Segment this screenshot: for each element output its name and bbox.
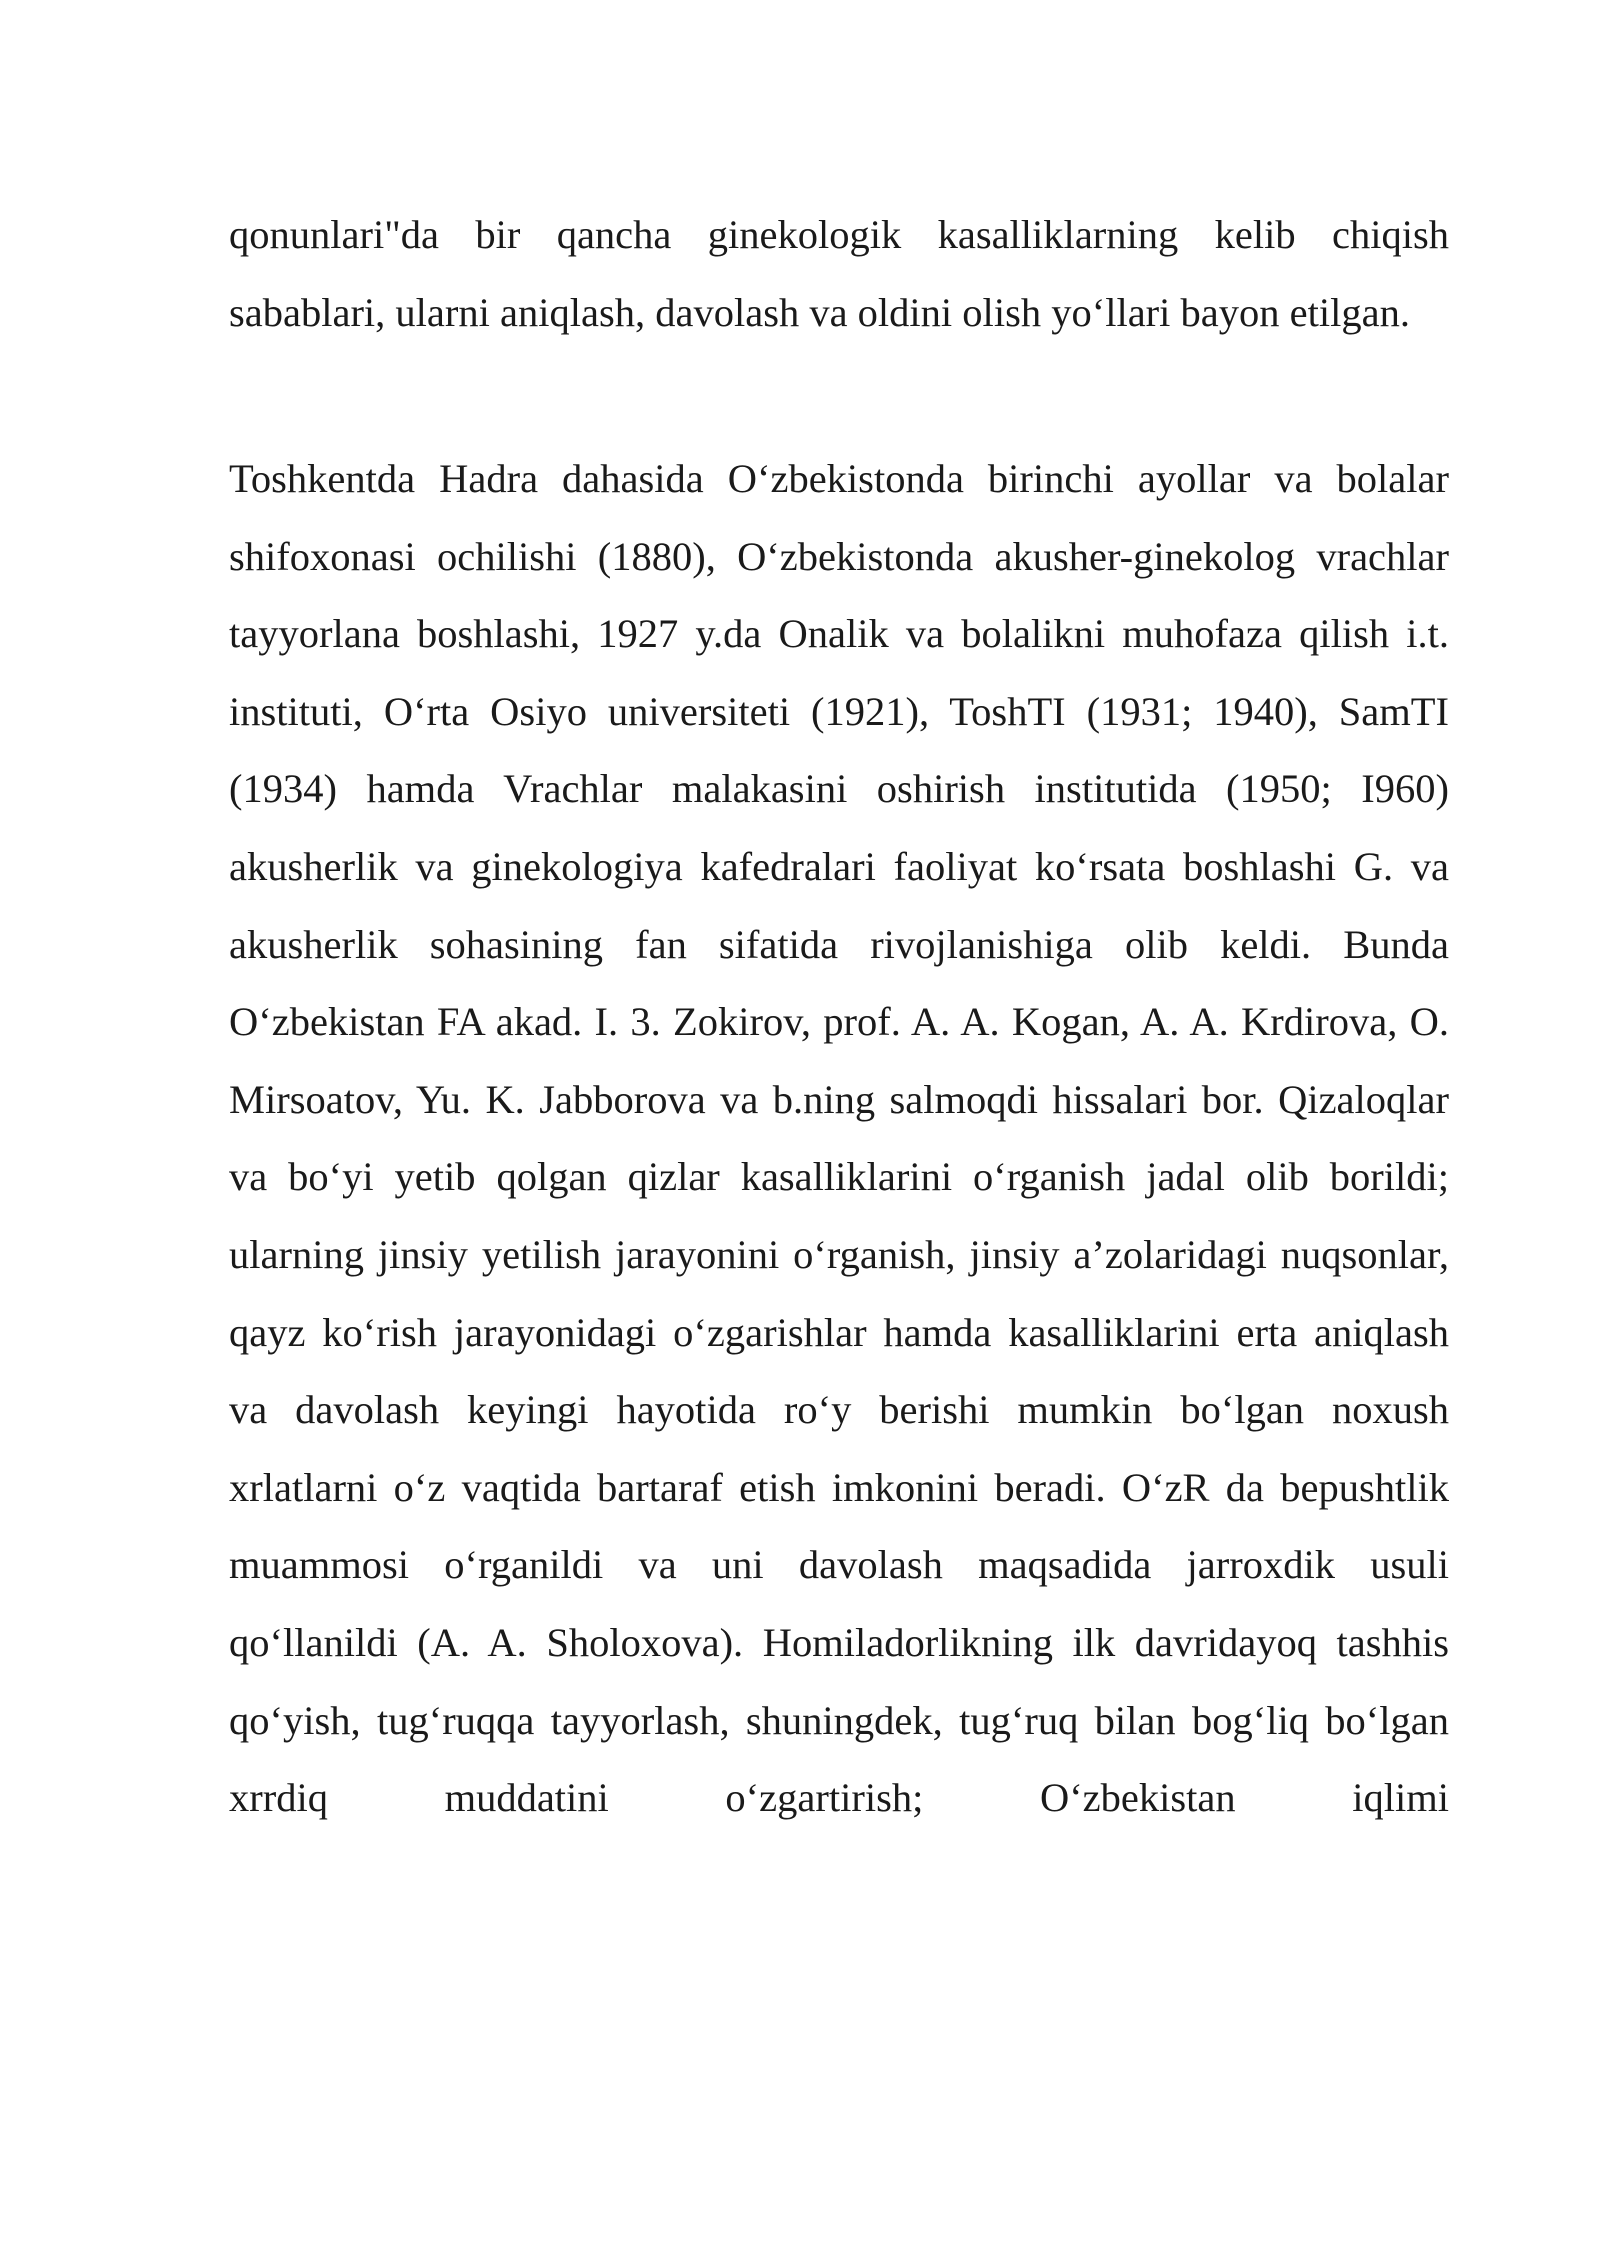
paragraph: Toshkentda Hadra dahasida Oʻzbekistonda birinchi ayollar va bolalar shifoxonasi ochilishi (1880), Oʻzbekistonda akusher-ginekolog vrachlar tayyorlana boshlashi, 1927 y.da Onalik va bolalikni muhofaza qilish i.t. instituti, Oʻrta Osiyo universiteti (1921), ToshTI (1931; 1940), SamTI (1934) hamda Vrachlar malakasini oshirish institutida (1950; I960) akusherlik va ginekologiya kafedralari faoliyat koʻrsata boshlashi G. va akusherlik sohasining fan sifatida rivojlanishiga olib keldi. Bunda Oʻzbekistan FA akad. I. 3. Zokirov, prof. A. A. Kogan, A. A. Krdirova, O. Mirsoatov, Yu. K. Jabborova va b.ning salmoqdi hissalari bor. Qizaloqlar va boʻyi yetib qolgan qizlar kasalliklarini oʻrganish jadal olib borildi; ularning jinsiy yetilish jarayonini oʻrganish, jinsiy a’zolaridagi nuqsonlar, qayz koʻrish jarayonidagi oʻzgarishlar hamda kasalliklarini erta aniqlash va davolash keyingi hayotida roʻy berishi mumkin boʻlgan noxush xrlatlarni oʻz vaqtida bartaraf etish imkonini beradi. OʻzR da bepushtlik muammosi oʻrganildi va uni davolash maqsadida jarroxdik usuli qoʻllanildi (A. A. Sholoxova). Homiladorlikning ilk davridayoq tashhis qoʻyish, tugʻruqqa tayyorlash, shuningdek, tugʻruq bilan bogʻliq boʻlgan xrrdiq muddatini oʻzgartirish; Oʻzbekistan iqlimi [229,456,1449,1821]
paragraph-block-1 [229,196,1449,351]
paragraph: qonunlari"da bir qancha ginekologik kasalliklarning kelib chiqish sabablari, ularni aniqlash, davolash va oldini olish yoʻllari bayon etilgan. [229,212,1449,335]
paragraph-block-2 [229,440,1449,1837]
